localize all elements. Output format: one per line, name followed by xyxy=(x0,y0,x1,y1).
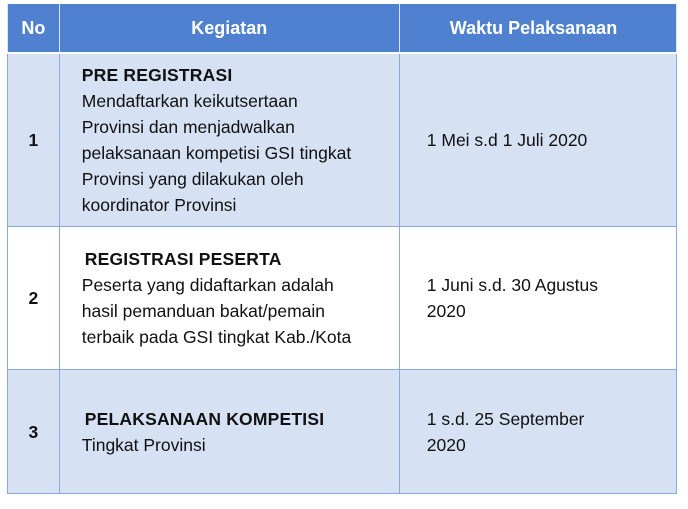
activity-desc-line: terbaik pada GSI tingkat Kab./Kota xyxy=(81,327,352,347)
time-line: 1 s.d. 25 September xyxy=(426,408,585,429)
activity-title: PRE REGISTRASI xyxy=(81,65,233,85)
activity-desc-line: koordinator Provinsi xyxy=(81,195,237,215)
header-waktu: Waktu Pelaksanaan xyxy=(399,4,676,53)
activity-desc-line: Provinsi dan menjadwalkan xyxy=(81,117,295,137)
activity-cell xyxy=(59,227,399,370)
time-line: 2020 xyxy=(426,434,466,455)
row-number: 2 xyxy=(8,227,60,370)
time-line: 1 Juni s.d. 30 Agustus xyxy=(426,275,599,295)
table-row xyxy=(8,227,677,370)
activity-title: PELAKSANAAN KOMPETISI xyxy=(84,408,325,429)
header-kegiatan: Kegiatan xyxy=(59,4,399,53)
activity-desc-line: pelaksanaan kompetisi GSI tingkat xyxy=(81,143,352,163)
activity-desc-line: Tingkat Provinsi xyxy=(81,434,206,455)
table-header-row xyxy=(8,4,677,53)
activity-cell xyxy=(59,53,399,227)
activity-title: REGISTRASI PESERTA xyxy=(84,249,282,269)
activity-desc-line: Mendaftarkan keikutsertaan xyxy=(81,91,298,111)
time-cell xyxy=(399,53,676,227)
time-cell xyxy=(399,370,676,494)
table-row xyxy=(8,53,677,227)
activity-desc-line: hasil pemanduan bakat/pemain xyxy=(81,301,326,321)
activity-desc-line: Peserta yang didaftarkan adalah xyxy=(81,275,334,295)
row-number: 3 xyxy=(8,370,60,494)
activity-cell xyxy=(59,370,399,494)
table-row xyxy=(8,370,677,494)
time-line: 2020 xyxy=(426,301,466,321)
time-cell xyxy=(399,227,676,370)
schedule-table xyxy=(7,4,677,494)
header-no: No xyxy=(8,4,60,53)
time-line: 1 Mei s.d 1 Juli 2020 xyxy=(426,130,588,150)
row-number: 1 xyxy=(8,53,60,227)
activity-desc-line: Provinsi yang dilakukan oleh xyxy=(81,169,304,189)
